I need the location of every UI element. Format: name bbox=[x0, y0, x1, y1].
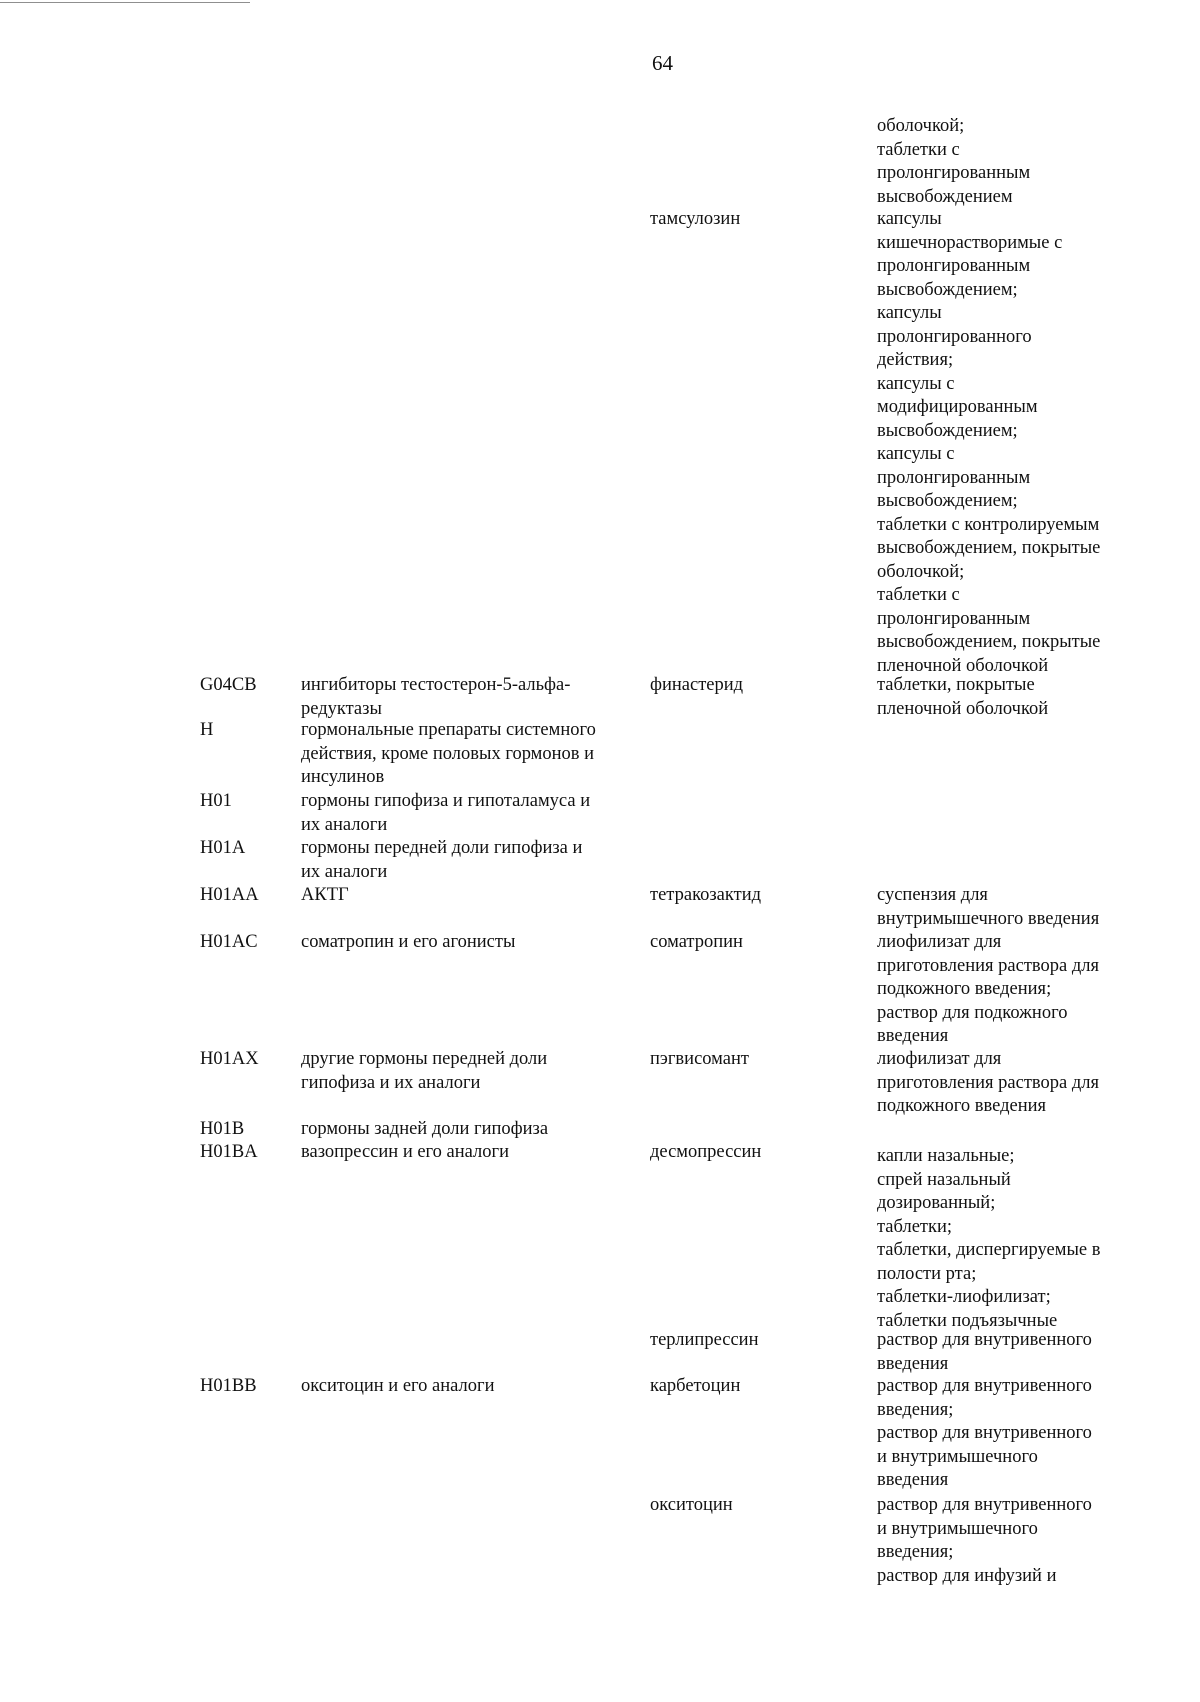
scan-edge-line bbox=[0, 2, 250, 3]
group-name: вазопрессин и его аналоги bbox=[301, 1142, 510, 1162]
drug-name: карбетоцин bbox=[650, 1376, 741, 1396]
drug-name: тамсулозин bbox=[650, 209, 741, 229]
group-name: гормоны задней доли гипофиза bbox=[301, 1119, 549, 1139]
dosage-form: капсулы кишечнорастворимые с пролонгированным высвобождением; капсулы пролонгированного действия; капсулы с модифицированным высвобождением; капсулы с пролонгированным высвобождением; таблетки с контролируемым высвобождением, покрытые оболочкой; таблетки с пролонгированным высвобождением, покрытые пленочной оболочкой bbox=[877, 209, 1101, 676]
dosage-form: раствор для внутривенного введения; раствор для внутривенного и внутримышечного введения bbox=[877, 1376, 1092, 1490]
atc-code: H01 bbox=[200, 791, 232, 811]
atc-code: H01BB bbox=[200, 1376, 257, 1396]
dosage-form: раствор для внутривенного введения bbox=[877, 1330, 1092, 1374]
group-name: гормональные препараты системного действия, кроме половых гормонов и инсулинов bbox=[301, 720, 596, 787]
group-name: АКТГ bbox=[301, 885, 349, 905]
atc-code: H01AX bbox=[200, 1049, 259, 1069]
atc-code: G04CB bbox=[200, 675, 257, 695]
atc-code: H01A bbox=[200, 838, 246, 858]
group-name: гормоны передней доли гипофиза и их аналоги bbox=[301, 838, 583, 882]
atc-code: H01B bbox=[200, 1119, 245, 1139]
dosage-form: таблетки, покрытые пленочной оболочкой bbox=[877, 675, 1049, 719]
atc-code: H01BA bbox=[200, 1142, 258, 1162]
dosage-form: оболочкой; таблетки с пролонгированным высвобождением bbox=[877, 116, 1031, 207]
group-name: ингибиторы тестостерон-5-альфа- редуктазы bbox=[301, 675, 571, 719]
dosage-form: лиофилизат для приготовления раствора для подкожного введения; раствор для подкожного введения bbox=[877, 932, 1099, 1046]
drug-name: тетракозактид bbox=[650, 885, 762, 905]
group-name: соматропин и его агонисты bbox=[301, 932, 516, 952]
dosage-form: раствор для внутривенного и внутримышечного введения; раствор для инфузий и bbox=[877, 1495, 1092, 1586]
drug-name: десмопрессин bbox=[650, 1142, 762, 1162]
atc-code: H01AA bbox=[200, 885, 259, 905]
drug-name: пэгвисомант bbox=[650, 1049, 749, 1069]
drug-name: окситоцин bbox=[650, 1495, 733, 1515]
atc-code: H bbox=[200, 720, 214, 740]
group-name: другие гормоны передней доли гипофиза и их аналоги bbox=[301, 1049, 548, 1093]
drug-name: терлипрессин bbox=[650, 1330, 759, 1350]
dosage-form: суспензия для внутримышечного введения bbox=[877, 885, 1100, 929]
group-name: окситоцин и его аналоги bbox=[301, 1376, 495, 1396]
drug-name: соматропин bbox=[650, 932, 743, 952]
dosage-form: лиофилизат для приготовления раствора для подкожного введения bbox=[877, 1049, 1099, 1116]
dosage-form: капли назальные; спрей назальный дозированный; таблетки; таблетки, диспергируемые в полости рта; таблетки-лиофилизат; таблетки подъязычные bbox=[877, 1146, 1101, 1331]
drug-name: финастерид bbox=[650, 675, 744, 695]
atc-code: H01AC bbox=[200, 932, 258, 952]
group-name: гормоны гипофиза и гипоталамуса и их аналоги bbox=[301, 791, 591, 835]
page-number: 64 bbox=[652, 51, 673, 75]
